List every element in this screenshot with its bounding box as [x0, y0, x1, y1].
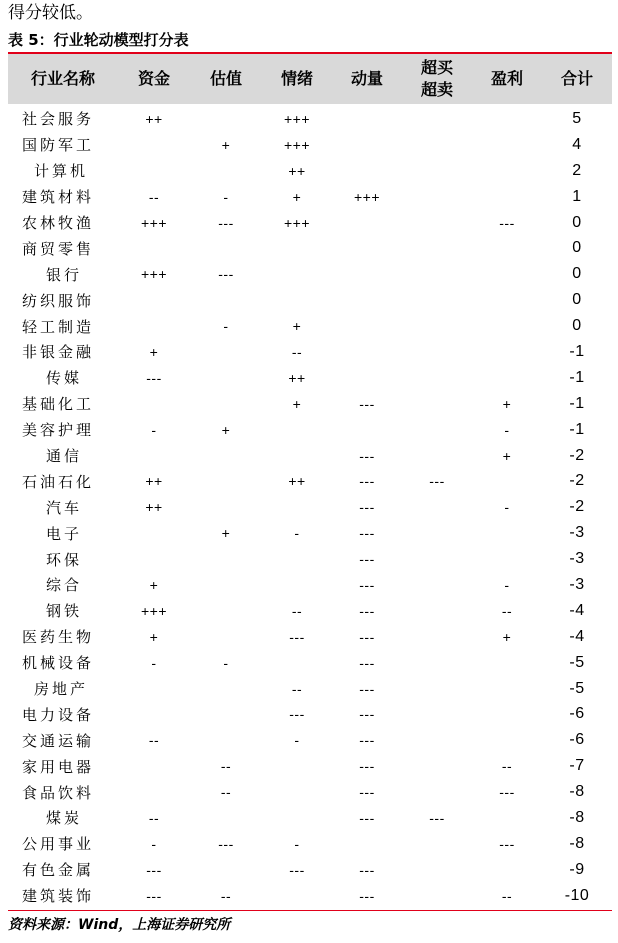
table-row: [8, 261, 612, 287]
score-momentum: ---: [359, 680, 375, 697]
score-momentum: ---: [359, 551, 375, 568]
score-valuation: [190, 106, 262, 132]
score-valuation: [190, 598, 262, 624]
score-valuation: +: [221, 421, 231, 438]
score-valuation: --: [220, 784, 232, 801]
score-capital: ++: [145, 499, 163, 516]
score-capital: [118, 391, 190, 417]
score-profit: +: [502, 395, 512, 412]
table-row: [8, 857, 612, 883]
industry-name: 电子: [46, 524, 83, 543]
score-valuation: [190, 857, 262, 883]
score-capital: --: [148, 732, 160, 749]
score-momentum: [332, 106, 402, 132]
industry-name: 房地产: [34, 680, 89, 699]
header-momentum: 动量: [350, 69, 383, 88]
score-sentiment: -: [294, 525, 300, 542]
score-sentiment: --: [291, 680, 303, 697]
industry-name: 国防军工: [22, 136, 95, 155]
industry-name: 汽车: [46, 498, 83, 517]
score-sentiment: +++: [283, 110, 311, 127]
score-profit: [472, 727, 542, 753]
table-row: [8, 184, 612, 210]
score-momentum: [332, 831, 402, 857]
score-overbuy: [402, 650, 472, 676]
score-overbuy: ---: [429, 473, 445, 490]
industry-name: 石油石化: [22, 472, 95, 491]
score-capital: [118, 676, 190, 702]
table-row: [8, 546, 612, 572]
table-row: [8, 468, 612, 494]
score-valuation: [190, 365, 262, 391]
score-capital: ++: [145, 110, 163, 127]
score-profit: [472, 106, 542, 132]
score-profit: +: [502, 628, 512, 645]
score-valuation: [190, 494, 262, 520]
score-capital: +++: [140, 602, 168, 619]
industry-name: 轻工制造: [22, 317, 95, 336]
score-overbuy: [402, 494, 472, 520]
industry-name: 家用电器: [22, 757, 95, 776]
score-valuation: --: [220, 887, 232, 904]
score-total: -1: [569, 420, 585, 438]
header-sentiment: 情绪: [280, 69, 313, 88]
score-sentiment: +: [292, 188, 302, 205]
score-sentiment: +++: [283, 214, 311, 231]
score-momentum: ---: [359, 784, 375, 801]
score-momentum: [332, 313, 402, 339]
score-profit: -: [504, 499, 510, 516]
score-profit: ---: [499, 214, 515, 231]
score-capital: [118, 313, 190, 339]
score-momentum: ---: [359, 499, 375, 516]
table-row: [8, 365, 612, 391]
score-valuation: [190, 701, 262, 727]
score-total: -6: [569, 731, 585, 749]
industry-name: 交通运输: [22, 731, 95, 750]
score-profit: [472, 184, 542, 210]
score-overbuy: [402, 132, 472, 158]
score-sentiment: ---: [289, 706, 305, 723]
score-capital: [118, 443, 190, 469]
score-overbuy: [402, 520, 472, 546]
score-total: -5: [569, 653, 585, 671]
score-profit: [472, 339, 542, 365]
header-profit: 盈利: [490, 69, 523, 88]
table-row: [8, 106, 612, 132]
score-capital: -: [151, 835, 157, 852]
score-momentum: ---: [359, 395, 375, 412]
score-capital: +: [149, 343, 159, 360]
score-momentum: ---: [359, 706, 375, 723]
score-momentum: [332, 339, 402, 365]
score-valuation: [190, 624, 262, 650]
score-valuation: [190, 805, 262, 831]
score-momentum: ---: [359, 602, 375, 619]
score-capital: [118, 287, 190, 313]
score-valuation: [190, 676, 262, 702]
score-momentum: ---: [359, 861, 375, 878]
score-overbuy: [402, 546, 472, 572]
score-sentiment: [262, 650, 332, 676]
score-valuation: [190, 158, 262, 184]
score-overbuy: [402, 235, 472, 261]
score-sentiment: +: [292, 395, 302, 412]
score-sentiment: -: [294, 835, 300, 852]
source-note: 资料来源：Wind，上海证券研究所: [8, 917, 231, 933]
score-total: -3: [569, 524, 585, 542]
score-overbuy: ---: [429, 809, 445, 826]
header-oversell: 超卖: [420, 80, 453, 99]
score-overbuy: [402, 883, 472, 909]
score-profit: [472, 235, 542, 261]
score-momentum: ---: [359, 525, 375, 542]
score-total: -9: [569, 860, 585, 878]
score-capital: [118, 779, 190, 805]
score-overbuy: [402, 701, 472, 727]
score-overbuy: [402, 184, 472, 210]
score-sentiment: [262, 417, 332, 443]
score-capital: ---: [146, 887, 162, 904]
score-profit: [472, 365, 542, 391]
score-total: -1: [569, 342, 585, 360]
score-momentum: [332, 287, 402, 313]
table-header: [8, 54, 612, 104]
score-capital: -: [151, 654, 157, 671]
score-total: 0: [572, 239, 582, 257]
score-valuation: ---: [218, 266, 234, 283]
score-sentiment: ++: [288, 162, 306, 179]
score-sentiment: [262, 572, 332, 598]
score-capital: +: [149, 628, 159, 645]
score-valuation: -: [223, 188, 229, 205]
header-total: 合计: [560, 69, 593, 88]
table-row: [8, 339, 612, 365]
score-overbuy: [402, 365, 472, 391]
score-momentum: ---: [359, 758, 375, 775]
score-sentiment: +: [292, 318, 302, 335]
industry-name: 建筑装饰: [22, 887, 95, 906]
score-sentiment: ---: [289, 861, 305, 878]
score-valuation: [190, 468, 262, 494]
score-total: 0: [572, 265, 582, 283]
score-capital: [118, 520, 190, 546]
score-momentum: ---: [359, 809, 375, 826]
score-capital: [118, 235, 190, 261]
score-sentiment: [262, 443, 332, 469]
score-capital: [118, 753, 190, 779]
score-total: -7: [569, 757, 585, 775]
table-row: [8, 624, 612, 650]
score-profit: [472, 546, 542, 572]
score-momentum: [332, 417, 402, 443]
table-row: [8, 753, 612, 779]
score-capital: [118, 158, 190, 184]
score-overbuy: [402, 158, 472, 184]
industry-name: 有色金属: [22, 861, 95, 880]
industry-name: 商贸零售: [22, 239, 95, 258]
score-profit: [472, 520, 542, 546]
score-total: 5: [572, 109, 582, 127]
industry-name: 农林牧渔: [22, 214, 95, 232]
score-overbuy: [402, 339, 472, 365]
score-valuation: [190, 546, 262, 572]
score-capital: --: [148, 809, 160, 826]
score-sentiment: [262, 779, 332, 805]
industry-name: 环保: [46, 550, 83, 569]
table-row: [8, 287, 612, 313]
score-momentum: [332, 210, 402, 236]
score-total: -8: [569, 783, 585, 801]
score-total: -4: [569, 601, 585, 619]
score-profit: [472, 676, 542, 702]
score-overbuy: [402, 210, 472, 236]
score-total: -8: [569, 834, 585, 852]
table-row: [8, 158, 612, 184]
score-momentum: ---: [359, 654, 375, 671]
score-valuation: -: [223, 318, 229, 335]
score-overbuy: [402, 676, 472, 702]
table-row: [8, 132, 612, 158]
header-overbuy-oversell: [402, 54, 472, 104]
header-industry: 行业名称: [30, 69, 95, 88]
industry-name: 建筑材料: [22, 188, 95, 207]
score-profit: [472, 287, 542, 313]
score-profit: [472, 805, 542, 831]
table-row: [8, 520, 612, 546]
industry-name: 通信: [46, 447, 83, 466]
score-capital: -: [151, 421, 157, 438]
score-sentiment: -: [294, 732, 300, 749]
score-valuation: [190, 443, 262, 469]
table-row: [8, 572, 612, 598]
table-row: [8, 883, 612, 909]
score-overbuy: [402, 417, 472, 443]
score-capital: ---: [146, 861, 162, 878]
industry-name: 食品饮料: [22, 783, 95, 802]
score-valuation: ---: [218, 214, 234, 231]
score-total: -3: [569, 550, 585, 568]
score-momentum: [332, 132, 402, 158]
score-sentiment: [262, 261, 332, 287]
table-row: [8, 235, 612, 261]
score-overbuy: [402, 443, 472, 469]
table-caption: 表 5：行业轮动模型打分表: [8, 31, 189, 49]
industry-name: 美容护理: [22, 421, 95, 440]
score-sentiment: ---: [289, 628, 305, 645]
score-profit: [472, 158, 542, 184]
table-body: [8, 106, 612, 909]
score-valuation: [190, 235, 262, 261]
score-momentum: [332, 158, 402, 184]
score-sentiment: [262, 883, 332, 909]
table-row: [8, 831, 612, 857]
score-overbuy: [402, 831, 472, 857]
score-overbuy: [402, 753, 472, 779]
score-total: -2: [569, 472, 585, 490]
score-capital: ++: [145, 473, 163, 490]
score-profit: [472, 261, 542, 287]
header-overbuy: 超买: [420, 58, 453, 77]
score-sentiment: [262, 494, 332, 520]
score-sentiment: --: [291, 343, 303, 360]
table-row: [8, 676, 612, 702]
score-total: -10: [564, 886, 590, 904]
bottom-rule: [8, 910, 612, 911]
score-total: 1: [572, 187, 582, 205]
score-sentiment: ++: [288, 473, 306, 490]
score-momentum: [332, 261, 402, 287]
score-sentiment: ++: [288, 369, 306, 386]
score-total: 0: [572, 317, 582, 335]
industry-name: 公用事业: [22, 835, 95, 854]
score-sentiment: [262, 546, 332, 572]
industry-name: 基础化工: [22, 395, 95, 414]
score-profit: +: [502, 447, 512, 464]
score-profit: [472, 701, 542, 727]
score-capital: [118, 132, 190, 158]
score-valuation: [190, 287, 262, 313]
table-row: [8, 701, 612, 727]
score-capital: +++: [140, 266, 168, 283]
score-total: 2: [572, 161, 582, 179]
score-momentum: ---: [359, 576, 375, 593]
table-row: [8, 779, 612, 805]
score-momentum: +++: [353, 188, 381, 205]
industry-name: 计算机: [34, 162, 89, 181]
score-overbuy: [402, 391, 472, 417]
score-valuation: -: [223, 654, 229, 671]
score-total: -5: [569, 679, 585, 697]
score-sentiment: [262, 805, 332, 831]
intro-text: 得分较低。: [8, 3, 93, 23]
industry-name: 传媒: [46, 369, 83, 388]
score-overbuy: [402, 261, 472, 287]
score-valuation: ---: [218, 835, 234, 852]
score-total: -8: [569, 808, 585, 826]
table-row: [8, 805, 612, 831]
score-momentum: [332, 365, 402, 391]
score-sentiment: [262, 287, 332, 313]
score-valuation: +: [221, 525, 231, 542]
table-row: [8, 391, 612, 417]
industry-name: 纺织服饰: [22, 291, 95, 310]
score-overbuy: [402, 106, 472, 132]
score-total: 0: [572, 291, 582, 309]
score-total: -3: [569, 575, 585, 593]
score-profit: [472, 132, 542, 158]
score-total: -2: [569, 446, 585, 464]
table-row: [8, 443, 612, 469]
score-capital: ---: [146, 369, 162, 386]
score-profit: [472, 650, 542, 676]
score-momentum: ---: [359, 887, 375, 904]
score-overbuy: [402, 857, 472, 883]
score-profit: --: [501, 602, 513, 619]
table-row: [8, 727, 612, 753]
score-momentum: ---: [359, 732, 375, 749]
score-sentiment: --: [291, 602, 303, 619]
header-valuation: 估值: [209, 69, 242, 88]
score-valuation: [190, 391, 262, 417]
industry-name: 医药生物: [22, 628, 95, 647]
score-profit: [472, 468, 542, 494]
score-profit: [472, 313, 542, 339]
score-sentiment: [262, 235, 332, 261]
score-profit: --: [501, 887, 513, 904]
industry-name: 机械设备: [22, 654, 95, 673]
score-capital: [118, 546, 190, 572]
score-overbuy: [402, 572, 472, 598]
industry-name: 银行: [46, 265, 83, 284]
score-overbuy: [402, 779, 472, 805]
score-total: -4: [569, 627, 585, 645]
score-capital: +++: [140, 214, 168, 231]
score-total: -6: [569, 705, 585, 723]
table-row: [8, 210, 612, 236]
score-profit: --: [501, 758, 513, 775]
score-capital: [118, 701, 190, 727]
score-valuation: [190, 572, 262, 598]
score-capital: +: [149, 576, 159, 593]
table-row: [8, 494, 612, 520]
score-capital: --: [148, 188, 160, 205]
industry-name: 综合: [46, 576, 83, 595]
industry-name: 电力设备: [22, 705, 95, 724]
industry-name: 钢铁: [46, 602, 83, 621]
industry-name: 非银金融: [22, 343, 95, 362]
industry-name: 煤炭: [46, 809, 83, 828]
score-total: -1: [569, 368, 585, 386]
industry-name: 社会服务: [22, 110, 95, 129]
header-capital: 资金: [137, 69, 170, 88]
score-valuation: +: [221, 136, 231, 153]
table-row: [8, 650, 612, 676]
score-valuation: [190, 727, 262, 753]
score-overbuy: [402, 598, 472, 624]
score-total: 0: [572, 213, 582, 231]
score-momentum: ---: [359, 628, 375, 645]
score-sentiment: +++: [283, 136, 311, 153]
score-momentum: ---: [359, 447, 375, 464]
table-row: [8, 598, 612, 624]
score-momentum: [332, 235, 402, 261]
table-row: [8, 417, 612, 443]
score-overbuy: [402, 313, 472, 339]
score-valuation: [190, 339, 262, 365]
score-overbuy: [402, 624, 472, 650]
score-profit: -: [504, 576, 510, 593]
score-overbuy: [402, 727, 472, 753]
score-profit: ---: [499, 784, 515, 801]
score-overbuy: [402, 287, 472, 313]
score-valuation: --: [220, 758, 232, 775]
score-profit: [472, 857, 542, 883]
table-row: [8, 313, 612, 339]
score-profit: -: [504, 421, 510, 438]
score-total: -2: [569, 498, 585, 516]
score-profit: ---: [499, 835, 515, 852]
score-momentum: ---: [359, 473, 375, 490]
score-total: -1: [569, 394, 585, 412]
score-sentiment: [262, 753, 332, 779]
score-total: 4: [572, 135, 582, 153]
